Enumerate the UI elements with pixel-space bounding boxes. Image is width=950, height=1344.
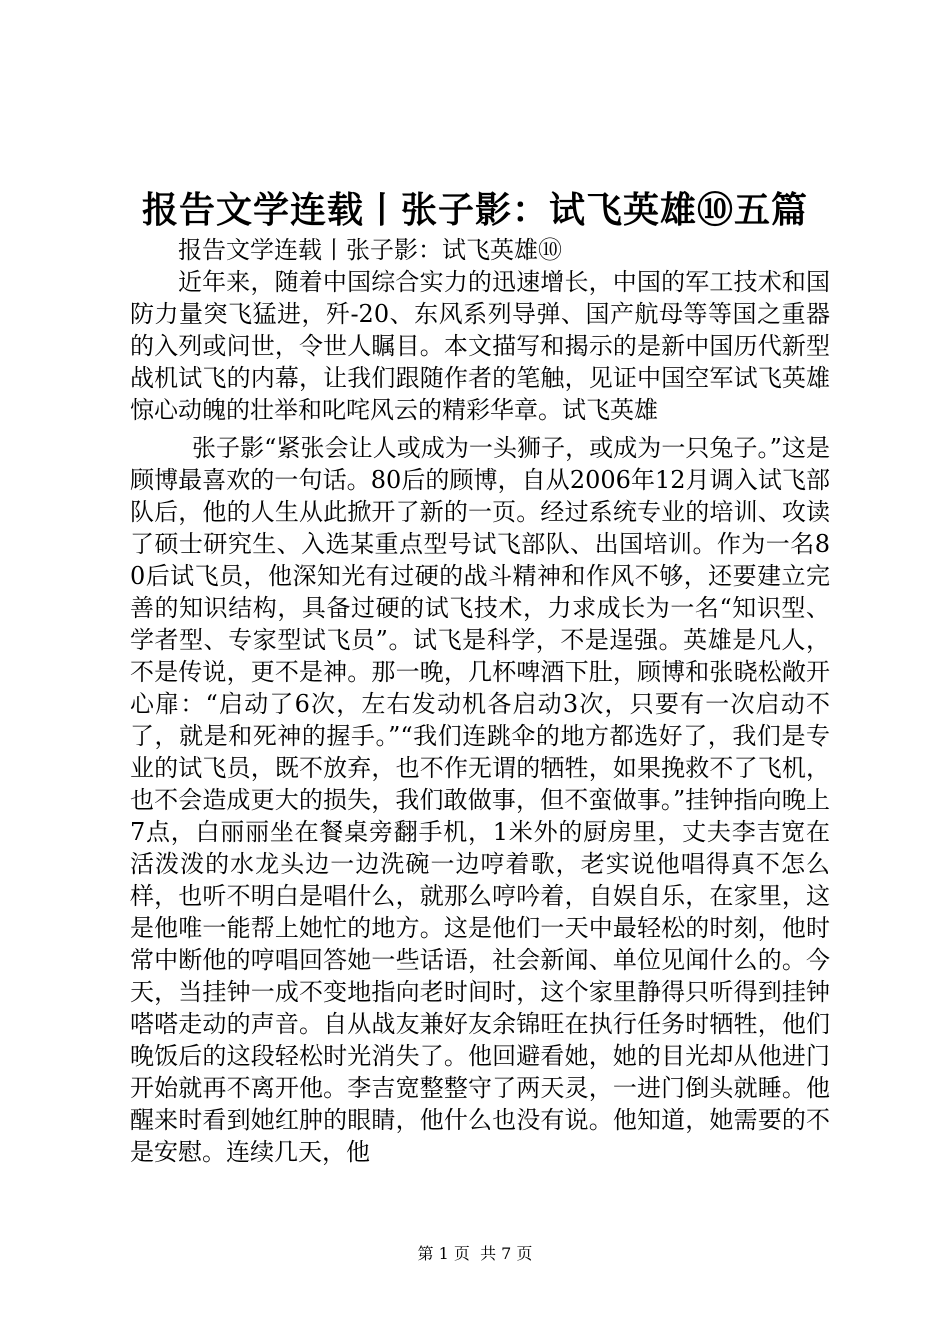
- document-subtitle: 报告文学连载丨张子影：试飞英雄⑩: [178, 236, 562, 264]
- document-body: [130, 234, 830, 1168]
- document-title: 报告文学连载丨张子影：试飞英雄⑩五篇: [141, 189, 808, 231]
- page-number-footer: 第 1 页 共 7 页: [417, 1244, 533, 1263]
- main-paragraph: 张子影“紧张会让人或成为一头狮子，或成为一只兔子。”这是顾博最喜欢的一句话。80后的顾博，自从2006年12月调入试飞部队后，他的人生从此掀开了新的一页。经过系统专业的培训、攻读了硕士研究生、入选某重点型号试飞部队、出国培训。作为一名80后试飞员，他深知光有过硬的战斗精神和作风不够，还要建立完善的知识结构，具备过硬的试飞技术，力求成长为一名“知识型、学者型、专家型试飞员”。试飞是科学，不是逞强。英雄是凡人，不是传说，更不是神。那一晚，几杯啤酒下肚，顾博和张晓松敞开心扉：“启动了6次，左右发动机各启动3次，只要有一次启动不了，就是和死神的握手。”“我们连跳伞的地方都选好了，我们是专业的试飞员，既不放弃，也不作无谓的牺牲，如果挽救不了飞机，也不会造成更大的损失，我们敢做事，但不蛮做事。”挂钟指向晚上7点，白丽丽坐在餐桌旁翻手机，1米外的厨房里，丈夫李吉宽在活泼泼的水龙头边一边洗碗一边哼着歌，老实说他唱得真不怎么样，也听不明白是唱什么，就那么哼吟着，自娱自乐，在家里，这是他唯一能帮上她忙的地方。这是他们一天中最轻松的时刻，他时常中断他的哼唱回答她一些话语，社会新闻、单位见闻什么的。今天，当挂钟一成不变地指向老时间时，这个家里静得只听得到挂钟嗒嗒走动的声音。自从战友兼好友余锦旺在执行任务时牺牲，他们晚饭后的这段轻松时光消失了。他回避看她，她的目光却从他进门开始就再不离开他。李吉宽整整守了两天灵，一进门倒头就睡。他醒来时看到她红肿的眼睛，他什么也没有说。他知道，她需要的不是安慰。连续几天，他: [130, 434, 830, 1166]
- intro-paragraph: 近年来，随着中国综合实力的迅速增长，中国的军工技术和国防力量突飞猛进，歼-20、东风系列导弹、国产航母等等国之重器的入列或问世，令世人瞩目。本文描写和揭示的是新中国历代新型战机试飞的内幕，让我们跟随作者的笔触，见证中国空军试飞英雄惊心动魄的壮举和叱咤风云的精彩华章。试飞英雄: [130, 268, 830, 424]
